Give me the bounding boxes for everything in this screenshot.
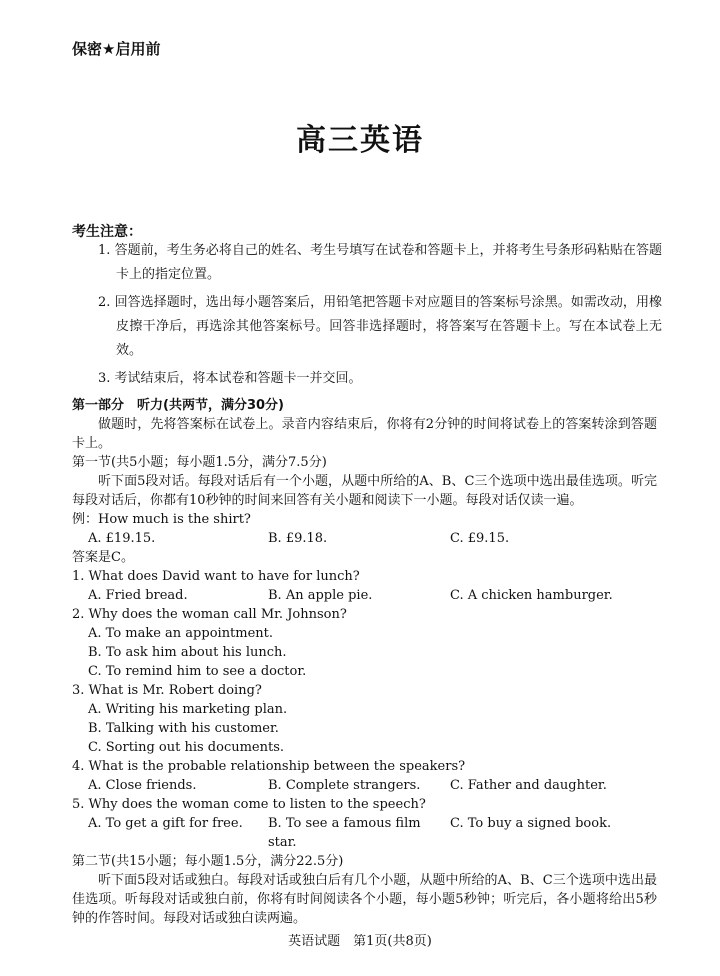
part-one: [72, 396, 657, 928]
part-one-heading: 第一部分 听力(共两节，满分30分): [72, 398, 284, 413]
option-a: A. To make an appointment.: [88, 626, 274, 641]
option-c: C. A chicken hamburger.: [450, 588, 613, 603]
section-one-heading: 第一节(共5小题；每小题1.5分，满分7.5分): [72, 455, 327, 470]
question-3: 3. What is Mr. Robert doing?: [72, 683, 262, 698]
section-one-instructions: 听下面5段对话。每段对话后有一个小题，从题中所给的A、B、C三个选项中选出最佳选项。听完每段对话后，你都有10秒钟的时间来回答有关小题和阅读下一小题。每段对话仅读一遍。: [72, 474, 657, 508]
option-b: B. £9.18.: [268, 531, 328, 546]
option-b: B. An apple pie.: [268, 588, 373, 603]
option-a: A. To get a gift for free.: [88, 816, 243, 831]
part-one-intro: 做题时，先将答案标在试卷上。录音内容结束后，你将有2分钟的时间将试卷上的答案转涂到答题卡上。: [72, 417, 657, 451]
option-b: B. Talking with his customer.: [88, 721, 279, 736]
notice-list: [72, 236, 662, 395]
option-a: A. Fried bread.: [88, 588, 188, 603]
example-options: [72, 529, 657, 548]
notice-item-2: 2. 回答选择题时，选出每小题答案后，用铅笔把答题卡对应题目的答案标号涂黑。如需改动，用橡皮擦干净后，再选涂其他答案标号。回答非选择题时，将答案写在答题卡上。写在本试卷上无效。: [98, 295, 662, 358]
option-a: A. Close friends.: [88, 778, 197, 793]
option-c: C. To buy a signed book.: [450, 816, 612, 831]
notice-item-3: 3. 考试结束后，将本试卷和答题卡一并交回。: [98, 371, 362, 386]
option-a: A. Writing his marketing plan.: [88, 702, 288, 717]
option-c: C. Father and daughter.: [450, 778, 607, 793]
option-b: B. Complete strangers.: [268, 778, 421, 793]
question-1: 1. What does David want to have for lunch?: [72, 569, 360, 584]
page-footer: 英语试题 第1页(共8页): [288, 934, 432, 949]
notice-heading: 考生注意：: [72, 224, 142, 240]
question-5-options: [72, 814, 657, 852]
option-c: C. To remind him to see a doctor.: [88, 664, 307, 679]
question-2: 2. Why does the woman call Mr. Johnson?: [72, 607, 347, 622]
section-two-instructions: 听下面5段对话或独白。每段对话或独白后有几个小题，从题中所给的A、B、C三个选项中选出最佳选项。听每段对话或独白前，你将有时间阅读各个小题，每小题5秒钟；听完后，各小题将给出5秒钟的作答时间。每段对话或独白读两遍。: [72, 873, 657, 926]
example-answer: 答案是C。: [72, 550, 134, 565]
question-4: 4. What is the probable relationship between the speakers?: [72, 759, 466, 774]
section-two-heading: 第二节(共15小题；每小题1.5分，满分22.5分): [72, 854, 344, 869]
page-title: 高三英语: [296, 123, 424, 158]
question-5: 5. Why does the woman come to listen to the speech?: [72, 797, 426, 812]
example-question: 例：How much is the shirt?: [72, 512, 251, 527]
option-b: B. To ask him about his lunch.: [88, 645, 287, 660]
question-4-options: [72, 776, 657, 795]
question-1-options: [72, 586, 657, 605]
option-c: C. £9.15.: [450, 531, 510, 546]
notice-item-1: 1. 答题前，考生务必将自己的姓名、考生号填写在试卷和答题卡上，并将考生号条形码粘贴在答题卡上的指定位置。: [98, 243, 662, 282]
option-c: C. Sorting out his documents.: [88, 740, 285, 755]
option-b: B. To see a famous film star.: [268, 816, 421, 850]
confidential-label: 保密★启用前: [72, 40, 161, 58]
option-a: A. £19.15.: [88, 531, 156, 546]
